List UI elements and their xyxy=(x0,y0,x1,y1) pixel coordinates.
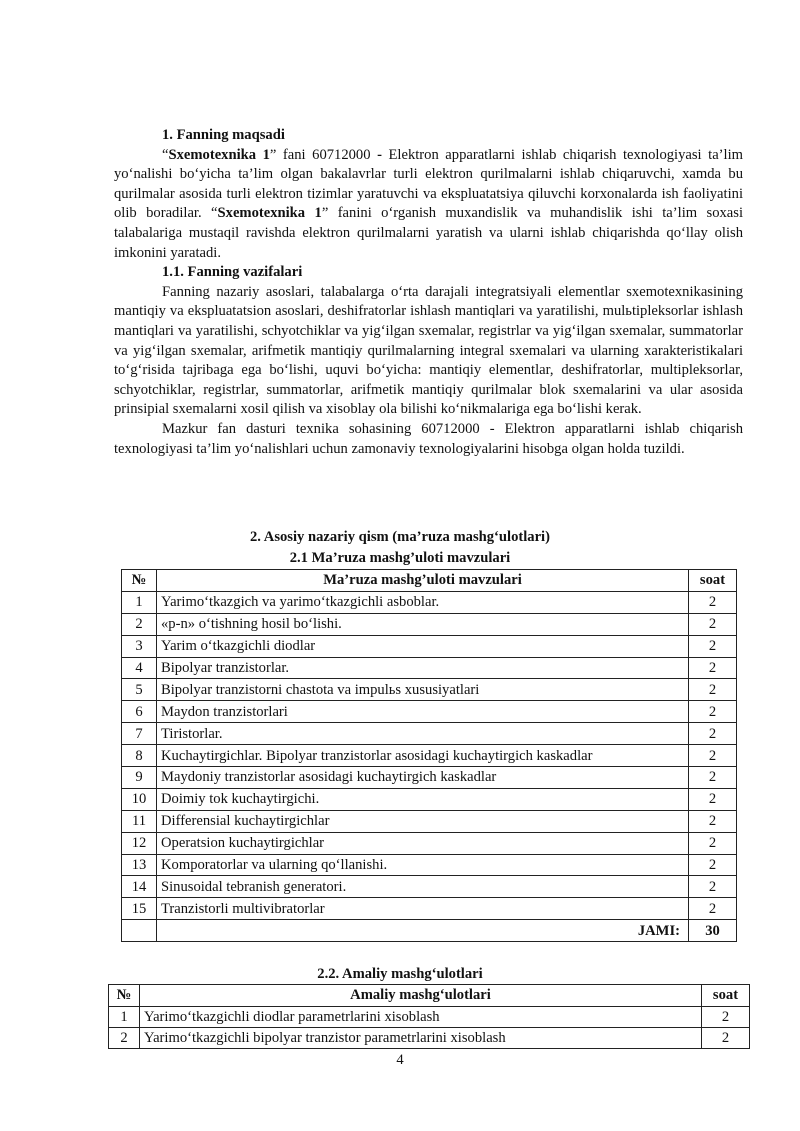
table-row xyxy=(122,898,737,920)
table-row xyxy=(122,745,737,767)
row-topic: Sinusoidal tebranish generatori. xyxy=(157,876,689,898)
row-number: 2 xyxy=(109,1027,140,1048)
total-value: 30 xyxy=(689,920,737,942)
row-number: 9 xyxy=(122,767,157,789)
section-1-heading: 1. Fanning maqsadi xyxy=(162,127,285,143)
practical-table-title: 2.2. Amaliy mashg‘ulotlari xyxy=(317,966,483,982)
table-row xyxy=(109,1006,750,1027)
table-row xyxy=(122,876,737,898)
row-topic: Bipolyar tranzistorni chastota va impulьs xususiyatlari xyxy=(157,679,689,701)
row-hours: 2 xyxy=(689,613,737,635)
row-hours: 2 xyxy=(689,767,737,789)
table-row xyxy=(122,832,737,854)
table-row xyxy=(122,810,737,832)
row-number: 12 xyxy=(122,832,157,854)
row-hours: 2 xyxy=(689,723,737,745)
header-number: № xyxy=(122,570,157,592)
row-topic: Operatsion kuchaytirgichlar xyxy=(157,832,689,854)
row-topic: Differensial kuchaytirgichlar xyxy=(157,810,689,832)
row-topic: «p-n» o‘tishning hosil bo‘lishi. xyxy=(157,613,689,635)
row-number: 15 xyxy=(122,898,157,920)
table-row xyxy=(122,723,737,745)
section-1-paragraph-1 xyxy=(114,146,743,264)
total-label: JAMI: xyxy=(157,920,689,942)
row-hours: 2 xyxy=(689,701,737,723)
table-row xyxy=(122,657,737,679)
row-topic: Yarimo‘tkazgich va yarimo‘tkazgichli asboblar. xyxy=(157,591,689,613)
row-number: 4 xyxy=(122,657,157,679)
practical-topics-table xyxy=(108,984,750,1049)
row-number: 1 xyxy=(122,591,157,613)
row-hours: 2 xyxy=(689,810,737,832)
lecture-topics-table xyxy=(121,569,737,942)
row-hours: 2 xyxy=(689,788,737,810)
para1-dash: - xyxy=(377,146,382,163)
lecture-table-title: 2.1 Ma’ruza mashg’uloti mavzulari xyxy=(289,550,511,566)
row-hours: 2 xyxy=(689,876,737,898)
table-row xyxy=(122,854,737,876)
table-row xyxy=(122,591,737,613)
table-row xyxy=(122,679,737,701)
row-number: 3 xyxy=(122,635,157,657)
row-topic: Doimiy tok kuchaytirgichi. xyxy=(157,788,689,810)
header-number: № xyxy=(109,985,140,1007)
table-row xyxy=(122,635,737,657)
row-hours: 2 xyxy=(689,832,737,854)
header-topic: Ma’ruza mashg’uloti mavzulari xyxy=(157,570,689,592)
row-hours: 2 xyxy=(689,679,737,701)
row-hours: 2 xyxy=(689,898,737,920)
section-1 xyxy=(114,126,743,459)
row-hours: 2 xyxy=(702,1006,750,1027)
row-topic: Maydon tranzistorlari xyxy=(157,701,689,723)
para1-text-2: Elektron apparatlarni ishlab chiqarish texnologiyasi ta’lim yo‘nalishi bo‘yicha ta’lim olgan bakalavrlar turli elektron qurilmalarni ishlab chiqaruvchi, xamda bu qurilmalar asosida turli elektron tizimlar yaratuvchi va ekspluatatsiya qiluvchi korxonalarda ish faoliyatini olib boradilar. “ xyxy=(114,146,743,222)
row-hours: 2 xyxy=(689,854,737,876)
row-topic: Yarimo‘tkazgichli diodlar parametrlarini xisoblash xyxy=(140,1006,702,1027)
row-hours: 2 xyxy=(689,745,737,767)
table-row xyxy=(122,788,737,810)
row-hours: 2 xyxy=(689,591,737,613)
row-topic: Bipolyar tranzistorlar. xyxy=(157,657,689,679)
section-1-paragraph-3: Mazkur fan dasturi texnika sohasining 60712000 - Elektron apparatlarni ishlab chiqarish texnologiyasi ta’lim yo‘nalishlari uchun zamonaviy texnologiyalarini hisobga olgan holda tuzildi. xyxy=(114,420,743,457)
row-number: 1 xyxy=(109,1006,140,1027)
row-topic: Tiristorlar. xyxy=(157,723,689,745)
row-number: 8 xyxy=(122,745,157,767)
row-topic: Yarim o‘tkazgichli diodlar xyxy=(157,635,689,657)
para1-text-1: ” fani 60712000 xyxy=(269,146,378,163)
header-hours: soat xyxy=(689,570,737,592)
row-number: 11 xyxy=(122,810,157,832)
row-topic: Maydoniy tranzistorlar asosidagi kuchaytirgich kaskadlar xyxy=(157,767,689,789)
table-row xyxy=(122,767,737,789)
row-hours: 2 xyxy=(689,657,737,679)
row-topic: Kuchaytirgichlar. Bipolyar tranzistorlar asosidagi kuchaytirgich kaskadlar xyxy=(157,745,689,767)
row-topic: Yarimo‘tkazgichli bipolyar tranzistor parametrlarini xisoblash xyxy=(140,1027,702,1048)
section-2-title: 2. Asosiy nazariy qism (ma’ruza mashg‘ulotlari) xyxy=(250,529,550,545)
page-number: 4 xyxy=(396,1052,404,1068)
para1-text-3: ” fanini o‘rganish muxandislik va muhandislik ishi ta’lim soxasi talabalariga mustaqil ravishda elektron qurilmalarni yaratish va ularni ishlab chiqarishda qo‘llay olish imkonini yaratadi. xyxy=(114,205,743,261)
row-number: 2 xyxy=(122,613,157,635)
table-total-row xyxy=(122,920,737,942)
header-topic: Amaliy mashg‘ulotlari xyxy=(140,985,702,1007)
row-number: 5 xyxy=(122,679,157,701)
row-number: 14 xyxy=(122,876,157,898)
row-number: 13 xyxy=(122,854,157,876)
table-row xyxy=(122,613,737,635)
section-1-1-heading: 1.1. Fanning vazifalari xyxy=(162,264,303,281)
total-empty-cell xyxy=(122,920,157,942)
header-hours: soat xyxy=(702,985,750,1007)
course-name-bold-2: Sxemotexnika 1 xyxy=(217,205,322,222)
course-name-bold-1: Sxemotexnika 1 xyxy=(168,146,270,163)
row-topic: Komporatorlar va ularning qo‘llanishi. xyxy=(157,854,689,876)
row-hours: 2 xyxy=(702,1027,750,1048)
table-row xyxy=(122,701,737,723)
row-hours: 2 xyxy=(689,635,737,657)
quote-open: “ xyxy=(162,146,169,163)
section-1-paragraph-2: Fanning nazariy asoslari, talabalarga o‘rta darajali integratsiyali elementlar sxemotexnikasining mantiqiy va ekspluatatsion asoslari, deshifratorlar ishlash mantiqlari va yaratilishi, mulьtipleksorlar ishlash mantiqlari va yaratilishi, schyotchiklar va yig‘ilgan sxemalar, registrlar va yig‘ilgan sxemalar, summatorlar va yig‘ilgan sxemalar, arifmetik mantiqiy qurilmalarning integral sxemalari va ularning xarakteristikalari to‘g‘risida tajribaga ega bo‘lishi, uquvi bo‘yicha: mantiqiy elementlar, deshifratorlar, multipleksorlar, schyotchiklar, registrlar, summatorlar, arifmetik mantiqiy qurilmalar blok sxemalarini va ular asosida prinsipial sxemalarni xosil qilish va xisoblay ola bilishi ko‘nikmalariga ega bo‘lishi kerak. xyxy=(114,283,743,418)
row-number: 10 xyxy=(122,788,157,810)
table-row xyxy=(109,1027,750,1048)
table-header-row xyxy=(109,985,750,1007)
row-topic: Tranzistorli multivibratorlar xyxy=(157,898,689,920)
row-number: 6 xyxy=(122,701,157,723)
table-header-row xyxy=(122,570,737,592)
row-number: 7 xyxy=(122,723,157,745)
